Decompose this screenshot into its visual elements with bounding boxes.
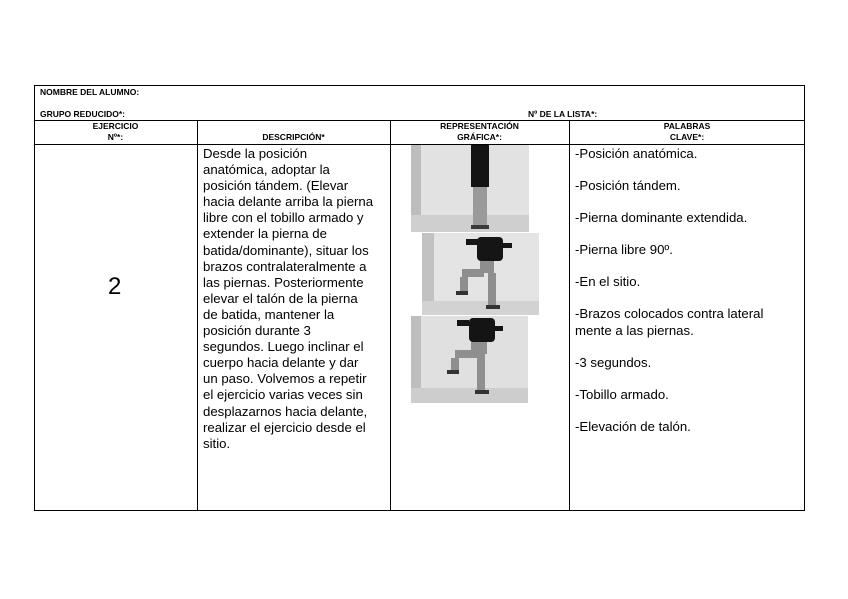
column-header-keywords-line2: CLAVE*: xyxy=(669,132,705,142)
description-line: las piernas. Posteriormente xyxy=(203,274,364,290)
header-box xyxy=(34,85,805,121)
keyword-item: -Pierna dominante extendida. xyxy=(575,210,748,226)
student-name-label: NOMBRE DEL ALUMNO: xyxy=(40,87,140,97)
column-divider xyxy=(390,121,391,511)
description-line: cuerpo hacia delante y dar xyxy=(203,355,359,371)
description-line: desplazarnos hacia delante, xyxy=(203,403,368,419)
keyword-item: -Elevación de talón. xyxy=(575,418,691,434)
description-line: batida/dominante), situar los xyxy=(203,242,369,258)
keyword-item: -En el sitio. xyxy=(575,274,641,290)
keyword-item: -Tobillo armado. xyxy=(575,386,669,402)
description-line: brazos contralateralmente a xyxy=(203,258,367,274)
description-line: posición tándem. (Elevar xyxy=(203,178,349,194)
keyword-item: -Brazos colocados contra lateral mente a las piernas. xyxy=(575,306,764,338)
exercise-sheet xyxy=(34,85,805,511)
description-line: anatómica, adoptar la xyxy=(203,162,330,178)
description-line: segundos. Luego inclinar el xyxy=(203,339,364,355)
keyword-item: -Posición anatómica. xyxy=(575,146,698,161)
keyword-item: -3 segundos. xyxy=(575,354,652,370)
keywords-list xyxy=(575,146,800,451)
description-line: elevar el talón de la pierna xyxy=(203,290,358,306)
column-header-graphic-line2: GRÁFICA*: xyxy=(457,132,502,142)
description-line: Desde la posición xyxy=(203,146,308,161)
description-line: posición durante 3 xyxy=(203,323,311,339)
description-line: hacia delante arriba la pierna xyxy=(203,194,374,210)
list-number-label: Nº DE LA LISTA*: xyxy=(528,109,598,119)
description-line: un paso. Volvemos a repetir xyxy=(203,371,367,387)
description-line: de batida, mantener la xyxy=(203,306,335,322)
column-header-exercise xyxy=(34,121,197,143)
group-label: GRUPO REDUCIDO*: xyxy=(40,109,126,119)
photo-leg-raised xyxy=(422,233,539,315)
description-line: extender la pierna de xyxy=(203,226,327,242)
column-divider xyxy=(197,121,198,511)
description-line: realizar el ejercicio desde el xyxy=(203,419,366,435)
exercise-number: 2 xyxy=(108,273,122,300)
photo-standing-position xyxy=(411,145,529,232)
keyword-item: -Pierna libre 90º. xyxy=(575,242,673,258)
description-line: libre con el tobillo armado y xyxy=(203,210,364,226)
column-header-description: DESCRIPCIÓN* xyxy=(262,132,325,142)
photo-heel-raise xyxy=(411,316,528,403)
column-header-exercise-line1: EJERCICIO xyxy=(92,121,139,131)
column-header-exercise-line2: Nº*: xyxy=(107,132,124,142)
column-header-keywords-line1: PALABRAS xyxy=(663,121,711,131)
column-divider xyxy=(569,121,570,511)
exercise-description xyxy=(203,146,388,452)
column-header-graphic-line1: REPRESENTACIÓN xyxy=(440,121,519,131)
description-line: sitio. xyxy=(203,435,231,451)
column-header-graphic xyxy=(390,121,569,143)
description-line: el ejercicio varias veces sin xyxy=(203,387,363,403)
column-header-keywords xyxy=(569,121,805,143)
keyword-item: -Posición tándem. xyxy=(575,178,681,194)
